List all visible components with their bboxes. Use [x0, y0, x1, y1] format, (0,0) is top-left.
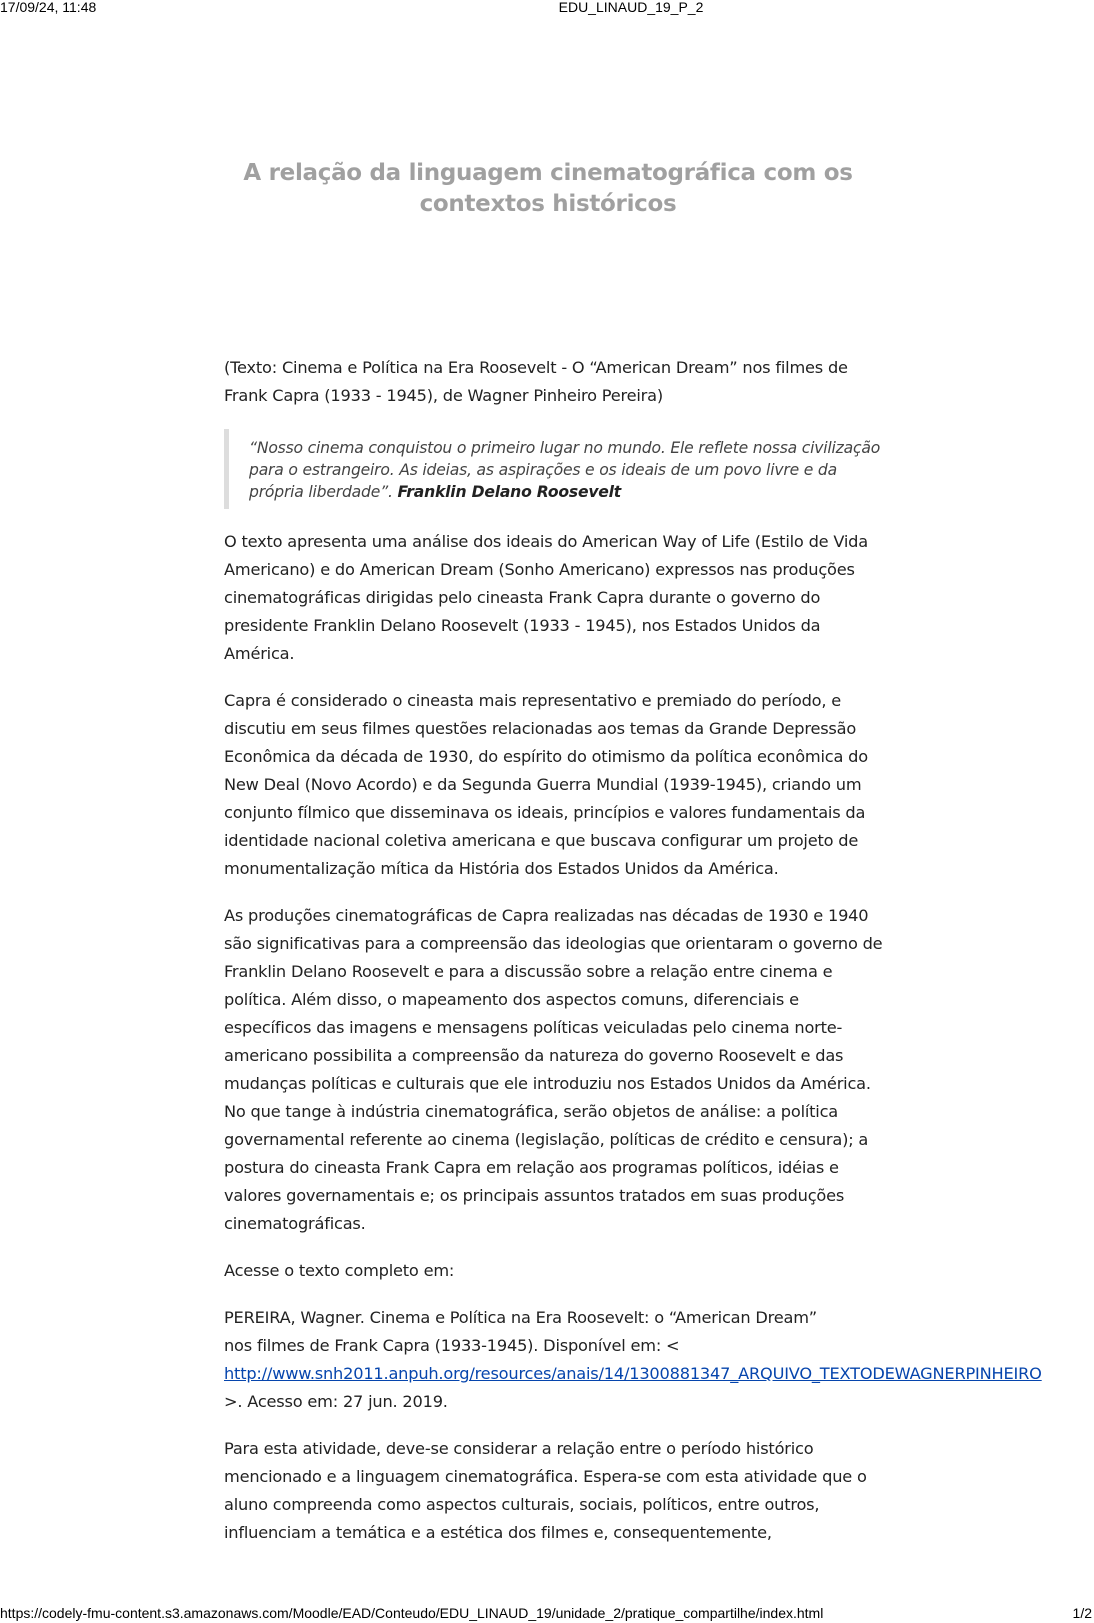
quote-text: “Nosso cinema conquistou o primeiro lugar no mundo. Ele reflete nossa civilização para o estrangeiro. As ideias, as aspirações e os ideais de um povo livre e da própria liberdade”. — [249, 439, 881, 501]
quote-block — [224, 429, 884, 509]
article-body — [224, 354, 1042, 1566]
paragraph: O texto apresenta uma análise dos ideais do American Way of Life (Estilo de Vida Americano) e do American Dream (Sonho Americano) expressos nas produções cinematográficas dirigidas pelo cineasta Frank Capra durante o governo do presidente Franklin Delano Roosevelt (1933 - 1945), nos Estados Unidos da América. — [224, 532, 868, 663]
paragraph: As produções cinematográficas de Capra realizadas nas décadas de 1930 e 1940 são significativas para a compreensão das ideologias que orientaram o governo de Franklin Delano Roosevelt e para a discussão sobre a relação entre cinema e política. Além disso, o mapeamento dos aspectos comuns, diferenciais e específicos das imagens e mensagens políticas veiculadas pelo cinema norte-americano possibilita a compreensão da natureza do governo Roosevelt e das mudanças políticas e culturais que ele introduziu nos Estados Unidos da América. No que tange à indústria cinematográfica, serão objetos de análise: a política governamental referente ao cinema (legislação, políticas de crédito e censura); a postura do cineasta Frank Capra em relação aos programas políticos, idéias e valores governamentais e; os principais assuntos tratados em suas produções cinematográficas. — [224, 906, 883, 1233]
print-footer — [0, 1605, 1094, 1623]
reference-line: PEREIRA, Wagner. Cinema e Política na Era Roosevelt: o “American Dream” — [224, 1308, 817, 1327]
quote-author: Franklin Delano Roosevelt — [397, 483, 622, 501]
paragraph: Acesse o texto completo em: — [224, 1261, 455, 1280]
print-header — [0, 0, 1094, 16]
reference-line: >. Acesso em: 27 jun. 2019. — [224, 1392, 448, 1411]
print-datetime: 17/09/24, 11:48 — [0, 0, 97, 15]
page-title: A relação da linguagem cinematográfica com os contextos históricos — [243, 160, 853, 217]
reference-line: nos filmes de Frank Capra (1933-1945). Disponível em: < — [224, 1336, 680, 1355]
print-page-number: 1/2 — [1072, 1605, 1092, 1621]
reference — [224, 1304, 1042, 1416]
print-url: https://codely-fmu-content.s3.amazonaws.com/Moodle/EAD/Conteudo/EDU_LINAUD_19/unidade_2/pratique_compartilhe/index.html — [0, 1605, 824, 1621]
reference-link[interactable]: http://www.snh2011.anpuh.org/resources/anais/14/1300881347_ARQUIVO_TEXTODEWAGNERPINHEIRO — [224, 1364, 1042, 1383]
paragraph: Capra é considerado o cineasta mais representativo e premiado do período, e discutiu em seus filmes questões relacionadas aos temas da Grande Depressão Econômica da década de 1930, do espírito do otimismo da política econômica do New Deal (Novo Acordo) e da Segunda Guerra Mundial (1939-1945), criando um conjunto fílmico que disseminava os ideais, princípios e valores fundamentais da identidade nacional coletiva americana e que buscava configurar um projeto de monumentalização mítica da História dos Estados Unidos da América. — [224, 691, 868, 878]
paragraph: Para esta atividade, deve-se considerar a relação entre o período histórico mencionado e a linguagem cinematográfica. Espera-se com esta atividade que o aluno compreenda como aspectos culturais, sociais, políticos, entre outros, influenciam a temática e a estética dos filmes e, consequentemente, — [224, 1439, 867, 1542]
source-note: (Texto: Cinema e Política na Era Roosevelt - O “American Dream” nos filmes de Frank Capra (1933 - 1945), de Wagner Pinheiro Pereira) — [224, 358, 848, 405]
print-doc-title: EDU_LINAUD_19_P_2 — [558, 0, 704, 15]
